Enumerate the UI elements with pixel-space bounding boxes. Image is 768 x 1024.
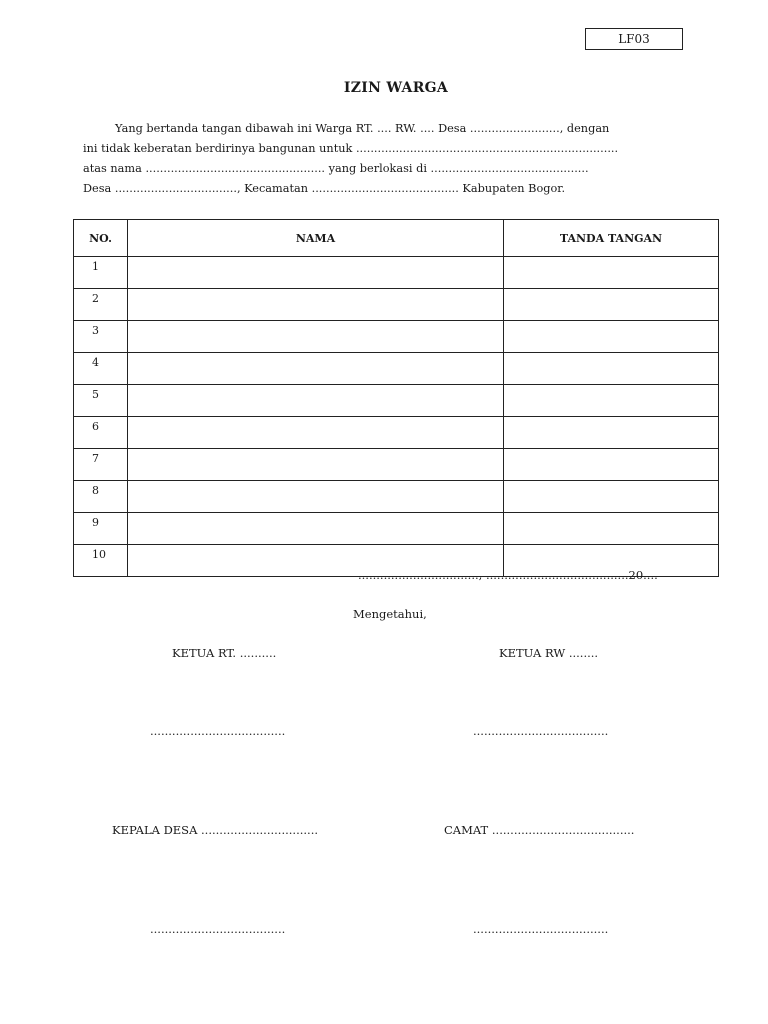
ketua-rt-label: KETUA RT. ..........	[172, 646, 277, 660]
ketua-rt-signature-line: .....................................	[150, 724, 286, 738]
table-row	[74, 417, 719, 449]
signature-cell[interactable]	[504, 257, 719, 289]
paragraph-line: Yang bertanda tangan dibawah ini Warga RT. .... RW. .... Desa ........................., dengan	[115, 122, 610, 135]
paragraph-line: atas nama .................................................. yang berlokasi di ............................................	[83, 162, 589, 175]
table-row	[74, 289, 719, 321]
signature-cell[interactable]	[504, 417, 719, 449]
header-nama: NAMA	[128, 220, 504, 257]
nama-cell[interactable]	[128, 385, 504, 417]
row-number: 7	[74, 449, 128, 481]
camat-signature-line: .....................................	[473, 922, 609, 936]
nama-cell[interactable]	[128, 513, 504, 545]
row-number: 1	[74, 257, 128, 289]
header-no: NO.	[74, 220, 128, 257]
table-row	[74, 481, 719, 513]
paragraph-line: Desa .................................., Kecamatan ......................................... Kabupaten Bogor.	[83, 182, 566, 195]
table-body	[74, 257, 719, 577]
signature-cell[interactable]	[504, 321, 719, 353]
nama-cell[interactable]	[128, 289, 504, 321]
table-row	[74, 513, 719, 545]
row-number: 6	[74, 417, 128, 449]
signature-cell[interactable]	[504, 449, 719, 481]
table-row	[74, 257, 719, 289]
document-title: IZIN WARGA	[343, 80, 449, 96]
nama-cell[interactable]	[128, 257, 504, 289]
place-date-line: ................................., .......................................20....	[358, 568, 658, 582]
row-number: 3	[74, 321, 128, 353]
nama-cell[interactable]	[128, 321, 504, 353]
nama-cell[interactable]	[128, 417, 504, 449]
kepala-desa-label: KEPALA DESA ................................	[112, 823, 319, 837]
header-tanda-tangan: TANDA TANGAN	[504, 220, 719, 257]
table-row	[74, 321, 719, 353]
nama-cell[interactable]	[128, 449, 504, 481]
nama-cell[interactable]	[128, 353, 504, 385]
table-row	[74, 353, 719, 385]
row-number: 4	[74, 353, 128, 385]
camat-label: CAMAT .......................................	[444, 823, 635, 837]
table-header-row	[74, 220, 719, 257]
paragraph-line: ini tidak keberatan berdirinya bangunan untuk .........................................................................	[83, 142, 619, 155]
nama-cell[interactable]	[128, 481, 504, 513]
row-number: 9	[74, 513, 128, 545]
row-number: 10	[74, 545, 128, 577]
signature-cell[interactable]	[504, 513, 719, 545]
statement-paragraph	[83, 119, 713, 199]
row-number: 8	[74, 481, 128, 513]
table-row	[74, 385, 719, 417]
mengetahui-label: Mengetahui,	[353, 607, 427, 621]
form-code-box: LF03	[585, 28, 683, 50]
row-number: 5	[74, 385, 128, 417]
row-number: 2	[74, 289, 128, 321]
signature-cell[interactable]	[504, 289, 719, 321]
ketua-rw-signature-line: .....................................	[473, 724, 609, 738]
signature-cell[interactable]	[504, 353, 719, 385]
signature-cell[interactable]	[504, 481, 719, 513]
ketua-rw-label: KETUA RW ........	[499, 646, 599, 660]
kepala-desa-signature-line: .....................................	[150, 922, 286, 936]
table-row	[74, 449, 719, 481]
signature-table	[73, 219, 719, 577]
signature-cell[interactable]	[504, 385, 719, 417]
